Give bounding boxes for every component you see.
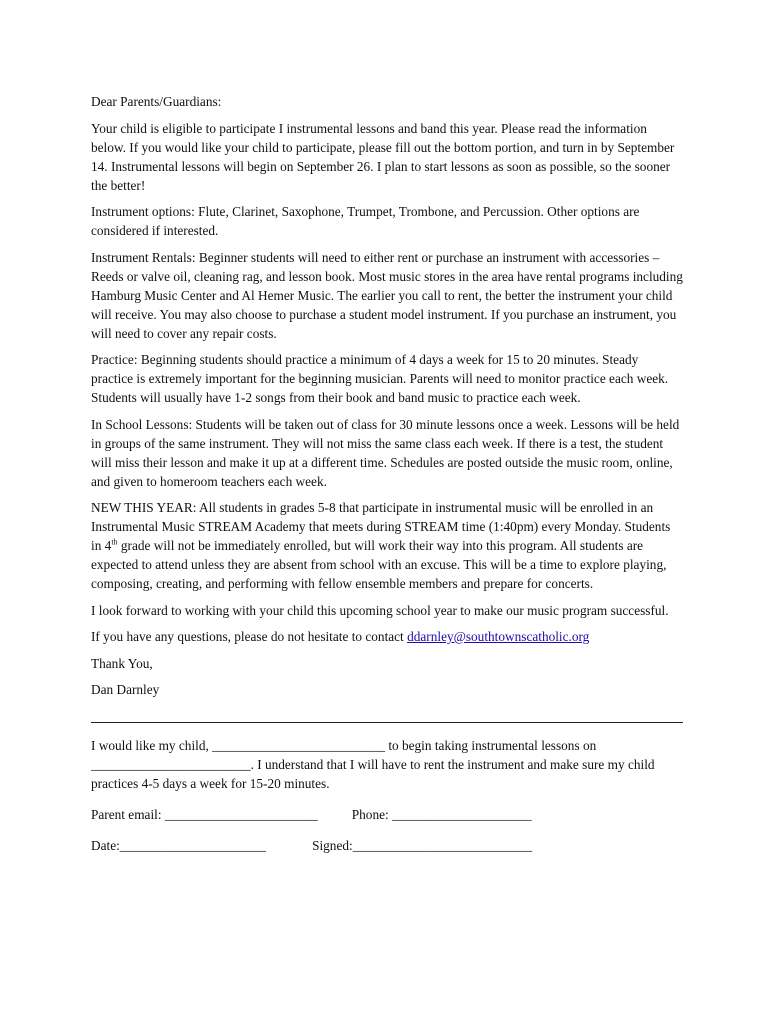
date-field[interactable]: Date:______________________ xyxy=(91,838,267,853)
in-school-lessons-paragraph: In School Lessons: Students will be taken out of class for 30 minute lessons once a week. Lessons will be held in groups of the same instrument. They will not miss the same class each week. If there is a test, the student will miss their lesson and make it up at a different time. Schedules are posted outside the music room, online, and given to homeroom teachers each week. xyxy=(91,416,680,489)
questions-paragraph xyxy=(91,627,683,646)
look-forward-paragraph: I look forward to working with your child this upcoming school year to make our music program successful. xyxy=(91,602,669,618)
permission-statement[interactable]: I would like my child, __________________________ to begin taking instrumental lessons on ________________________. I understand that I will have to rent the instrument and make sure my child practices 4-5 days a week for 15-20 minutes. xyxy=(91,738,655,791)
ordinal-suffix: th xyxy=(111,537,118,547)
closing: Thank You, xyxy=(91,655,153,671)
questions-text: If you have any questions, please do not hesitate to contact xyxy=(91,629,408,644)
greeting: Dear Parents/Guardians: xyxy=(91,94,222,109)
contact-row xyxy=(91,805,683,824)
instrument-options-paragraph: Instrument options: Flute, Clarinet, Saxophone, Trumpet, Trombone, and Percussion. Other options are considered if interested. xyxy=(91,204,640,238)
intro-paragraph: Your child is eligible to participate I instrumental lessons and band this year. Please read the information below. If you would like your child to participate, please fill out the bottom portion, and turn in by September 14. Instrumental lessons will begin on September 26. I plan to start lessons as soon as possible, so the sooner the better! xyxy=(91,120,675,193)
signed-field[interactable]: Signed:___________________________ xyxy=(312,838,533,853)
letter-page xyxy=(91,92,683,865)
new-this-year-text-a: NEW THIS YEAR: All students in grades 5-8 that participate in instrumental music will be enrolled in an Instrumental Music STREAM Academy that meets during STREAM time (1:40pm) every Monday. Students in 4 xyxy=(91,500,671,553)
contact-email-link[interactable]: ddarnley@southtownscatholic.org xyxy=(407,629,590,644)
phone-field[interactable]: Phone: _____________________ xyxy=(351,807,532,822)
practice-paragraph: Practice: Beginning students should practice a minimum of 4 days a week for 15 to 20 minutes. Steady practice is extremely important for the beginning musician. Parents will need to monitor practice each week. Students will usually have 1-2 songs from their book and band music to practice each week. xyxy=(91,352,669,405)
parent-email-field[interactable]: Parent email: _______________________ xyxy=(91,807,318,822)
tear-off-divider xyxy=(91,722,683,723)
instrument-rentals-paragraph: Instrument Rentals: Beginner students will need to either rent or purchase an instrument with accessories – Reeds or valve oil, cleaning rag, and lesson book. Most music stores in the area have rental programs including Hamburg Music Center and Al Hemer Music. The earlier you call to rent, the better the instrument your child will receive. You may also choose to purchase a student model instrument. If you purchase an instrument, you will need to cover any repair costs. xyxy=(91,249,683,341)
new-this-year-text-b: grade will not be immediately enrolled, but will work their way into this program. All students are expected to attend unless they are absent from school with an excuse. This will be a time to explore playing, composing, creating, and performing with fellow ensemble members and prepare for concerts. xyxy=(91,538,667,591)
new-this-year-paragraph xyxy=(91,498,683,593)
signature-name: Dan Darnley xyxy=(91,682,160,697)
signature-row xyxy=(91,836,683,855)
